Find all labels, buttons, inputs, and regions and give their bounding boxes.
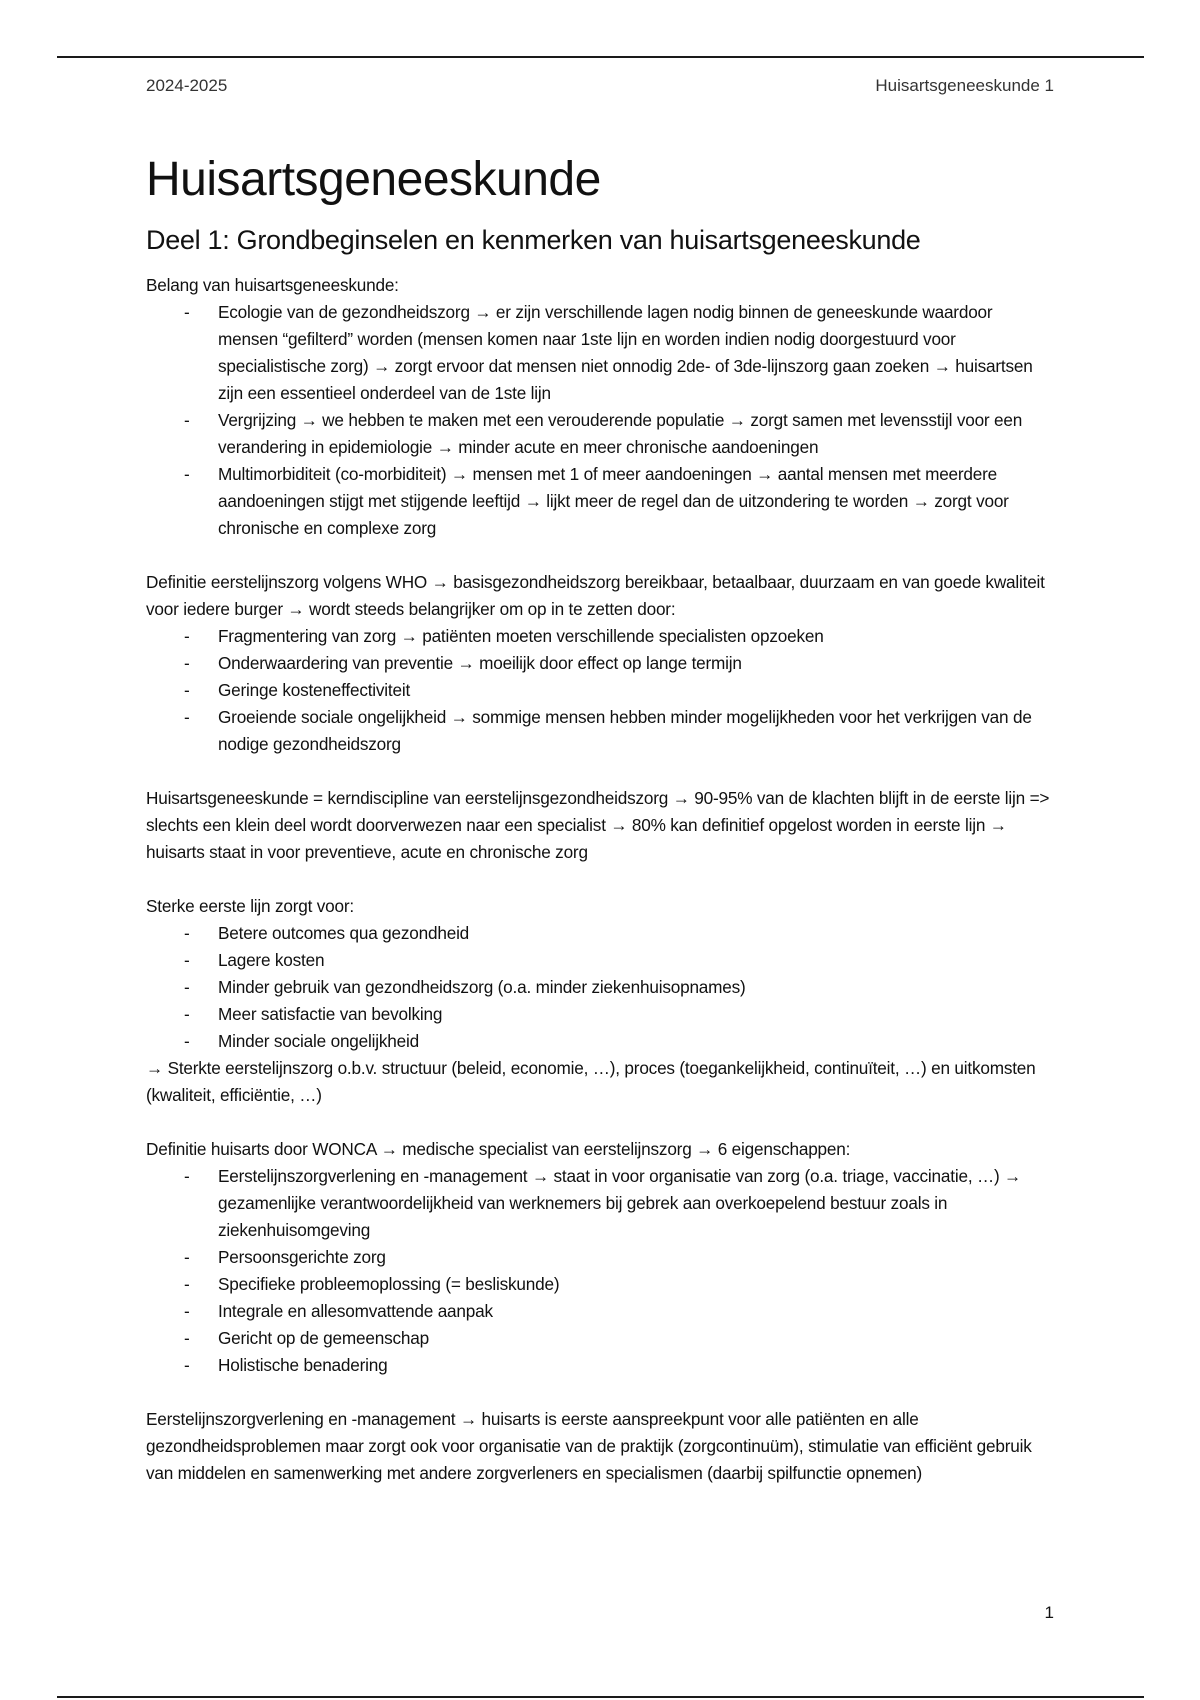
sterke-lijn-list — [146, 920, 1056, 1055]
header-year: 2024-2025 — [146, 76, 228, 95]
list-item: - Fragmentering van zorg → patiënten moeten verschillende specialisten opzoeken — [146, 623, 1056, 650]
wonca-definition: Definitie huisarts door WONCA → medische specialist van eerstelijnszorg → 6 eigenschappen: — [146, 1139, 851, 1159]
sterke-lijn-conclusion: → Sterkte eerstelijnszorg o.b.v. structuur (beleid, economie, …), proces (toegankelijkheid, continuïteit, …) en uitkomsten (kwaliteit, efficiëntie, …) — [146, 1058, 1036, 1105]
list-item: - Vergrijzing → we hebben te maken met een verouderende populatie → zorgt samen met levensstijl voor een verandering in epidemiologie → minder acute en meer chronische aandoeningen — [146, 407, 1056, 461]
list-item: - Betere outcomes qua gezondheid — [146, 920, 1056, 947]
list-item: - Gericht op de gemeenschap — [146, 1325, 1056, 1352]
who-definition: Definitie eerstelijnszorg volgens WHO → basisgezondheidszorg bereikbaar, betaalbaar, duurzaam en van goede kwaliteit voor iedere burger → wordt steeds belangrijker om op in te zetten door: — [146, 572, 1045, 619]
section-title: Deel 1: Grondbeginselen en kenmerken van huisartsgeneeskunde — [146, 225, 921, 255]
sterke-lijn-intro: Sterke eerste lijn zorgt voor: — [146, 896, 354, 916]
belang-list — [146, 299, 1056, 542]
management-paragraph: Eerstelijnszorgverlening en -management → huisarts is eerste aanspreekpunt voor alle patiënten en alle gezondheidsproblemen maar zorgt ook voor organisatie van de praktijk (zorgcontinuüm), stimulatie van efficiënt gebruik van middelen en samenwerking met andere zorgverleners en specialismen (daarbij spilfunctie opnemen) — [146, 1409, 1032, 1483]
list-item: - Minder sociale ongelijkheid — [146, 1028, 1056, 1055]
page-content — [146, 150, 1056, 1487]
list-item: - Integrale en allesomvattende aanpak — [146, 1298, 1056, 1325]
list-item: - Persoonsgerichte zorg — [146, 1244, 1056, 1271]
list-item: - Groeiende sociale ongelijkheid → sommige mensen hebben minder mogelijkheden voor het verkrijgen van de nodige gezondheidszorg — [146, 704, 1056, 758]
list-item: - Holistische benadering — [146, 1352, 1056, 1379]
list-item: - Specifieke probleemoplossing (= besliskunde) — [146, 1271, 1056, 1298]
list-item: - Geringe kosteneffectiviteit — [146, 677, 1056, 704]
belang-intro: Belang van huisartsgeneeskunde: — [146, 275, 399, 295]
kerndiscipline-paragraph: Huisartsgeneeskunde = kerndiscipline van eerstelijnsgezondheidszorg → 90-95% van de klachten blijft in de eerste lijn => slechts een klein deel wordt doorverwezen naar een specialist → 80% kan definitief opgelost worden in eerste lijn → huisarts staat in voor preventieve, acute en chronische zorg — [146, 788, 1050, 862]
list-item: - Ecologie van de gezondheidszorg → er zijn verschillende lagen nodig binnen de geneeskunde waardoor mensen “gefilterd” worden (mensen komen naar 1ste lijn en worden indien nodig doorgestuurd voor specialistische zorg) → zorgt ervoor dat mensen niet onnodig 2de- of 3de-lijnszorg gaan zoeken → huisartsen zijn een essentieel onderdeel van de 1ste lijn — [146, 299, 1056, 407]
list-item: - Eerstelijnszorgverlening en -management → staat in voor organisatie van zorg (o.a. triage, vaccinatie, …) → gezamenlijke verantwoordelijkheid van werknemers bij gebrek aan overkoepelend bestuur zoals in ziekenhuisomgeving — [146, 1163, 1056, 1244]
footer-rule — [57, 1696, 1144, 1698]
list-item: - Multimorbiditeit (co-morbiditeit) → mensen met 1 of meer aandoeningen → aantal mensen met meerdere aandoeningen stijgt met stijgende leeftijd → lijkt meer de regel dan de uitzondering te worden → zorgt voor chronische en complexe zorg — [146, 461, 1056, 542]
header-rule — [57, 56, 1144, 58]
page-number: 1 — [1044, 1603, 1054, 1622]
who-list — [146, 623, 1056, 758]
header-course: Huisartsgeneeskunde 1 — [875, 76, 1054, 95]
list-item: - Meer satisfactie van bevolking — [146, 1001, 1056, 1028]
list-item: - Lagere kosten — [146, 947, 1056, 974]
page-title: Huisartsgeneeskunde — [146, 153, 601, 206]
list-item: - Minder gebruik van gezondheidszorg (o.a. minder ziekenhuisopnames) — [146, 974, 1056, 1001]
wonca-list — [146, 1163, 1056, 1379]
list-item: - Onderwaardering van preventie → moeilijk door effect op lange termijn — [146, 650, 1056, 677]
